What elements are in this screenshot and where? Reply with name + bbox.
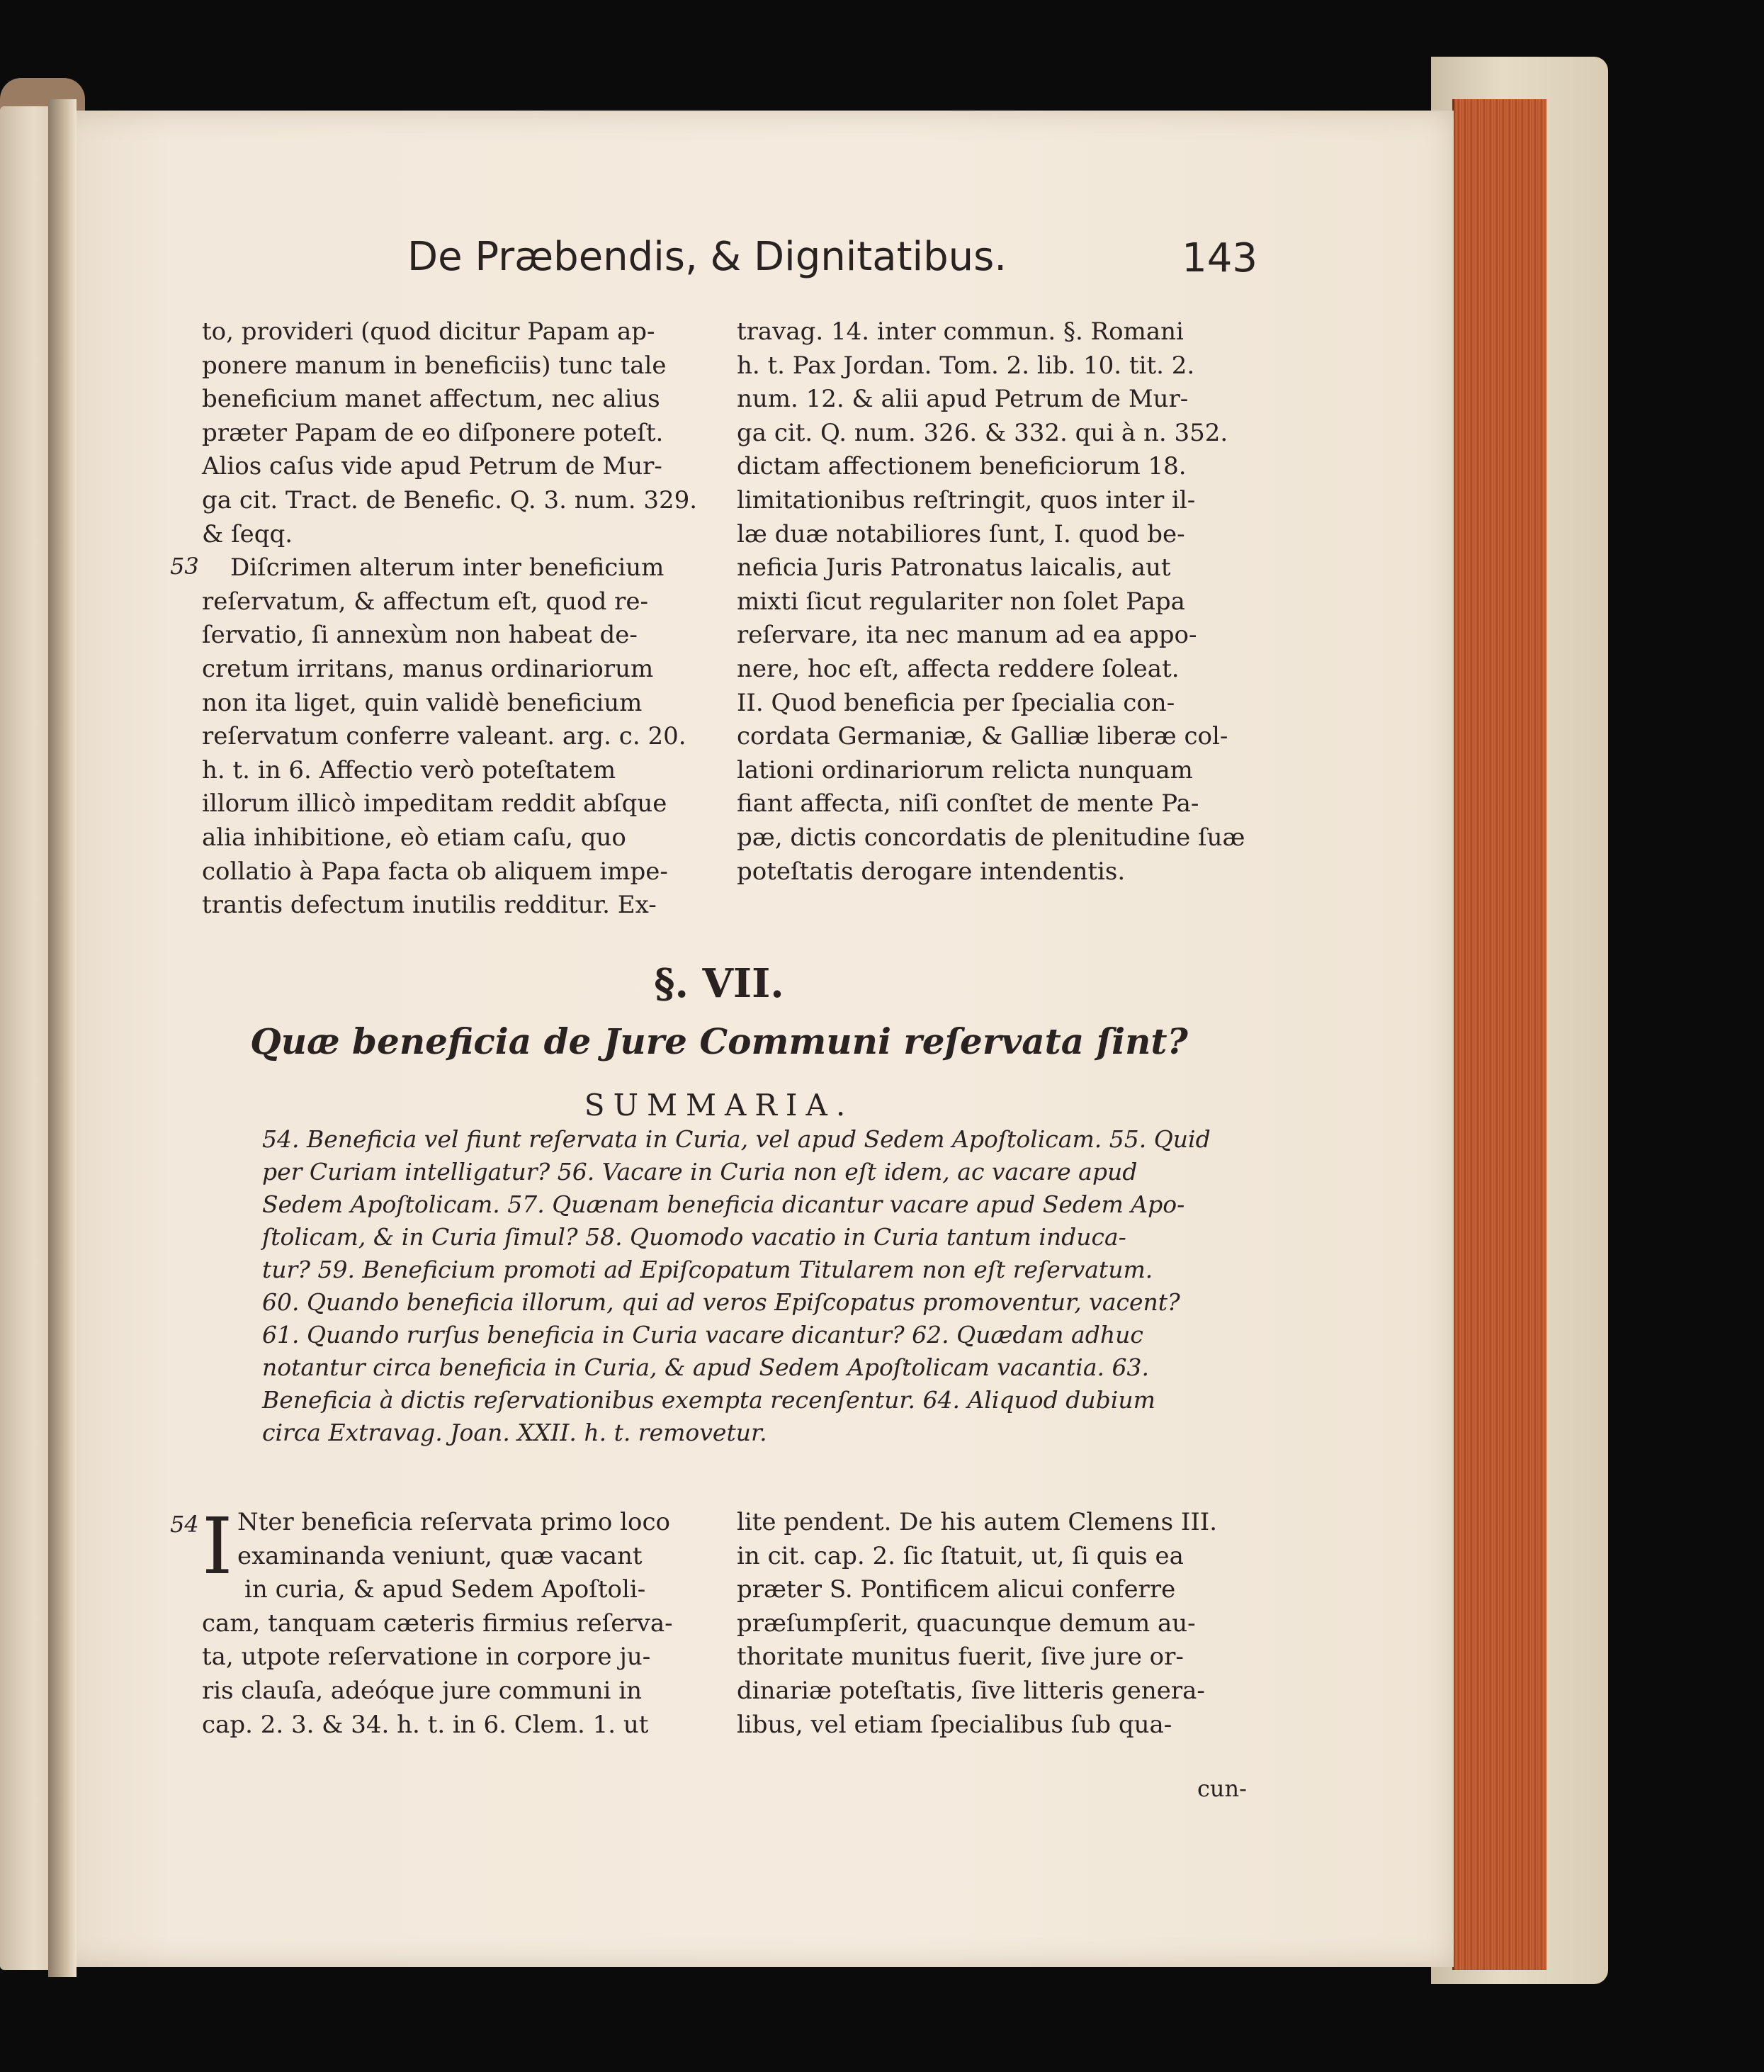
text-line: poteſtatis derogare intendentis. <box>737 857 1126 886</box>
text-line: reſervatum conferre valeant. arg. c. 20. <box>202 722 686 751</box>
drop-cap: I <box>202 1501 233 1592</box>
text-line: nere, hoc eſt, affecta reddere ſoleat. <box>737 654 1180 683</box>
text-line: ta, utpote reſervatione in corpore ju- <box>202 1643 651 1672</box>
summaria-line: 54. Beneficia vel fiunt reſervata in Curia, vel apud Sedem Apoſtolicam. 55. Quid <box>262 1125 1211 1153</box>
margin-number-53: 53 <box>170 553 199 580</box>
summaria-line: 61. Quando rurſus beneficia in Curia vacare dicantur? 62. Quædam adhuc <box>262 1321 1143 1349</box>
text-line: præſumpſerit, quacunque demum au- <box>737 1609 1196 1638</box>
text-line: cordata Germaniæ, & Galliæ liberæ col- <box>737 722 1228 751</box>
text-line: examinanda veniunt, quæ vacant <box>237 1541 643 1570</box>
margin-number-54: 54 <box>170 1511 199 1538</box>
summaria-line: 60. Quando beneficia illorum, qui ad veros Epiſcopatus promoventur, vacent? <box>262 1288 1180 1316</box>
text-line: neficia Juris Patronatus laicalis, aut <box>737 553 1171 582</box>
summaria-block <box>262 1123 1240 1449</box>
text-line: thoritate munitus fuerit, ſive jure or- <box>737 1643 1184 1672</box>
text-line: reſervatum, & affectum eſt, quod re- <box>202 587 649 616</box>
text-line: dinariæ poteſtatis, ſive litteris genera- <box>737 1676 1205 1705</box>
text-line: h. t. in 6. Affectio verò poteſtatem <box>202 755 616 784</box>
section-number: §. VII. <box>654 960 784 1007</box>
summaria-line: circa Extravag. Joan. XXII. h. t. removetur. <box>262 1419 767 1446</box>
section-title: Quæ beneficia de Jure Communi reſervata ſint? <box>250 1020 1188 1062</box>
text-line: to, provideri (quod dicitur Papam ap- <box>202 317 655 346</box>
text-line: pæ, dictis concordatis de plenitudine ſuæ <box>737 823 1245 852</box>
text-line: cap. 2. 3. & 34. h. t. in 6. Clem. 1. ut <box>202 1710 649 1739</box>
text-line: ga cit. Q. num. 326. & 332. qui à n. 352. <box>737 418 1228 447</box>
page-number: 143 <box>1182 235 1257 281</box>
text-line: alia inhibitione, eò etiam caſu, quo <box>202 823 626 852</box>
text-line: II. Quod beneficia per ſpecialia con- <box>737 688 1175 717</box>
text-line: num. 12. & alii apud Petrum de Mur- <box>737 385 1189 414</box>
text-line: trantis defectum inutilis redditur. Ex- <box>202 891 657 920</box>
text-line: fiant affecta, niſi conſtet de mente Pa- <box>737 789 1199 818</box>
top-left-column <box>202 315 701 923</box>
text-line: ponere manum in beneficiis) tunc tale <box>202 351 667 380</box>
catchword: cun- <box>1197 1775 1247 1802</box>
summaria-line: Sedem Apoſtolicam. 57. Quænam beneficia dicantur vacare apud Sedem Apo- <box>262 1190 1185 1218</box>
text-line: cretum irritans, manus ordinariorum <box>202 654 654 683</box>
bottom-right-column <box>737 1506 1236 1742</box>
summaria-line: per Curiam intelligatur? 56. Vacare in Curia non eſt idem, ac vacare apud <box>262 1158 1138 1186</box>
text-line: collatio à Papa facta ob aliquem impe- <box>202 857 668 886</box>
text-line: Diſcrimen alterum inter beneficium <box>230 553 665 582</box>
page-edges <box>1452 99 1547 1970</box>
text-line: h. t. Pax Jordan. Tom. 2. lib. 10. tit. 2. <box>737 351 1195 380</box>
text-line: illorum illicò impeditam reddit abſque <box>202 789 667 818</box>
summaria-line: notantur circa beneficia in Curia, & apud Sedem Apoſtolicam vacantia. 63. <box>262 1353 1149 1381</box>
running-header <box>407 234 1257 298</box>
text-line: dictam affectionem beneficiorum 18. <box>737 452 1187 481</box>
text-line: libus, vel etiam ſpecialibus ſub qua- <box>737 1710 1172 1739</box>
text-line: lationi ordinariorum relicta nunquam <box>737 755 1193 784</box>
summaria-line: tur? 59. Beneficium promoti ad Epiſcopatum Titularem non eſt reſervatum. <box>262 1256 1153 1283</box>
text-line: mixti ſicut regulariter non ſolet Papa <box>737 587 1185 616</box>
text-line: Alios caſus vide apud Petrum de Mur- <box>202 452 662 481</box>
text-line: cam, tanquam cæteris firmius reſerva- <box>202 1609 673 1638</box>
text-line: ris clauſa, adeóque jure communi in <box>202 1676 643 1705</box>
text-line: non ita liget, quin validè beneficium <box>202 688 643 717</box>
text-line: & ſeqq. <box>202 519 293 548</box>
top-right-column <box>737 315 1245 889</box>
text-line: beneficium manet affectum, nec alius <box>202 385 660 414</box>
running-head-title: De Præbendis, & Dignitatibus. <box>407 234 1007 280</box>
text-line: reſervare, ita nec manum ad ea appo- <box>737 621 1197 650</box>
book-gutter <box>48 99 77 1977</box>
summaria-line: ſtolicam, & in Curia ſimul? 58. Quomodo vacatio in Curia tantum induca- <box>262 1223 1126 1251</box>
bottom-left-column <box>202 1501 701 1742</box>
text-line: ga cit. Tract. de Benefic. Q. 3. num. 329. <box>202 485 698 514</box>
text-line: limitationibus reſtringit, quos inter il- <box>737 485 1196 514</box>
text-line: læ duæ notabiliores ſunt, I. quod be- <box>737 519 1185 548</box>
text-line: præter S. Pontificem alicui conferre <box>737 1575 1176 1604</box>
text-line: in curia, & apud Sedem Apoſtoli- <box>244 1575 646 1604</box>
text-line: lite pendent. De his autem Clemens III. <box>737 1508 1218 1536</box>
summaria-line: Beneficia à dictis reſervationibus exempta recenſentur. 64. Aliquod dubium <box>262 1386 1155 1414</box>
text-line: Nter beneficia reſervata primo loco <box>237 1508 670 1536</box>
text-line: ſervatio, ſi annexùm non habeat de- <box>202 621 638 650</box>
summaria-heading: SUMMARIA. <box>584 1088 854 1122</box>
text-line: præter Papam de eo diſponere poteſt. <box>202 418 664 447</box>
text-line: travag. 14. inter commun. §. Romani <box>737 317 1184 346</box>
text-line: in cit. cap. 2. ſic ſtatuit, ut, ſi quis ea <box>737 1541 1184 1570</box>
